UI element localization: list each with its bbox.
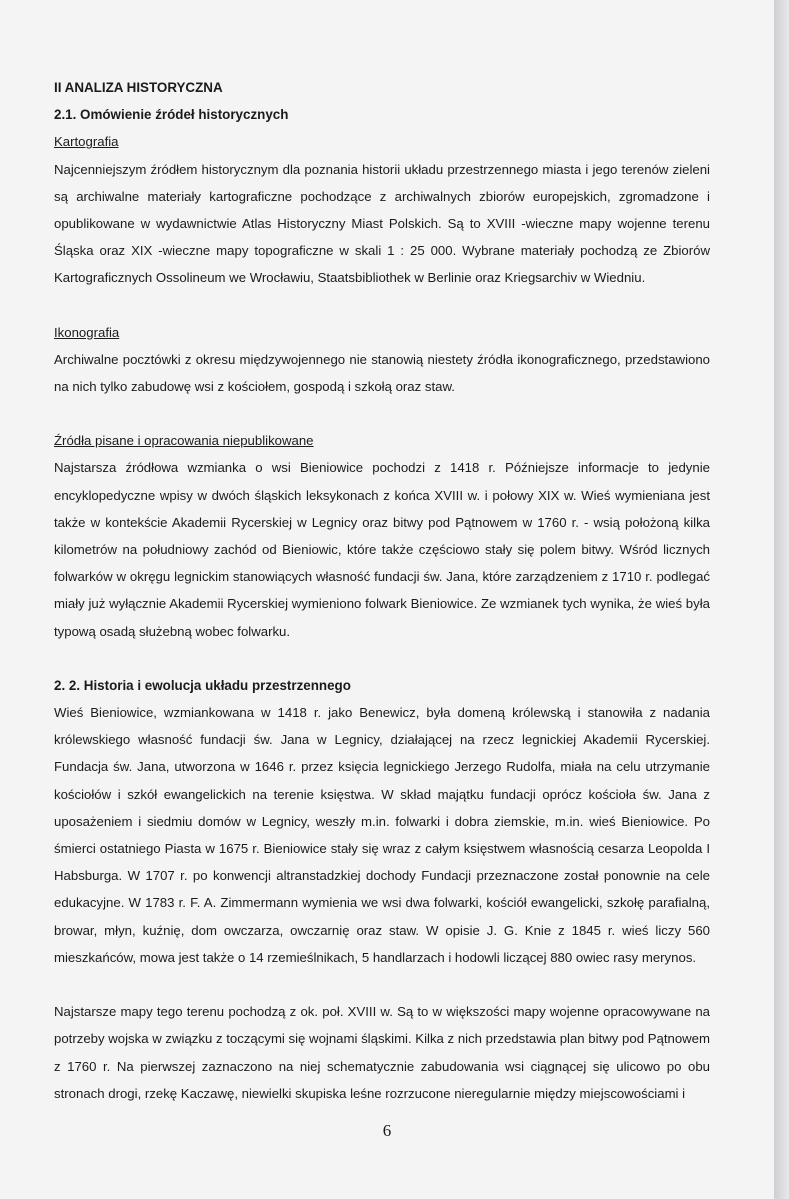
page-body: [54, 74, 710, 1107]
subsection-title-history: 2. 2. Historia i ewolucja układu przestrzennego: [54, 677, 351, 693]
paragraph-ikonografia: Archiwalne pocztówki z okresu międzywojennego nie stanowią niestety źródła ikonograficznego, przedstawiono na nich tylko zabudowę wsi z kościołem, gospodą i szkołą oraz staw.: [54, 351, 710, 395]
section-title: II ANALIZA HISTORYCZNA: [54, 80, 223, 95]
scan-edge: [774, 0, 789, 1199]
paragraph-zrodla-pisane: Najstarsza źródłowa wzmianka o wsi Bieniowice pochodzi z 1418 r. Późniejsze informacje to jedynie encyklopedyczne wpisy w dwóch śląskich leksykonach z końca XVIII w. i połowy XIX w. Wieś wymieniana jest także w kontekście Akademii Rycerskiej w Legnicy oraz bitwy pod Pątnowem w 1760 r. - wsią położoną kilka kilometrów na południowy zachód od Bieniowic, które także częściowo stały się polem bitwy. Wśród licznych folwarków w okręgu legnickim stanowiących własność fundacji św. Jana, które zarządzeniem z 1710 r. podlegać miały już wyłącznie Akademii Rycerskiej wymieniono folwark Bieniowice. Ze wzmianek tych wynika, że wieś była typową osadą służebną wobec folwarku.: [54, 460, 710, 639]
heading-ikonografia: Ikonografia: [54, 324, 120, 340]
heading-zrodla-pisane: Źródła pisane i opracowania niepublikowane: [54, 433, 314, 449]
paragraph-history-2: Najstarsze mapy tego terenu pochodzą z ok. poł. XVIII w. Są to w większości mapy wojenne opracowywane na potrzeby wojska w związku z toczącymi się wojnami śląskimi. Kilka z nich przedstawia plan bitwy pod Pątnowem z 1760 r. Na pierwszej zaznaczono na niej schematycznie zabudowania wsi ciągnącej się ulicowo po obu stronach drogi, rzekę Kaczawę, niewielki skupiska leśne rozrzucone nieregularnie między miejscowościami i: [54, 1004, 710, 1101]
page-number: 6: [382, 1121, 392, 1140]
heading-kartografia: Kartografia: [54, 134, 119, 150]
paragraph-history-1: Wieś Bieniowice, wzmiankowana w 1418 r. jako Benewicz, była domeną królewską i stanowiła z nadania królewskiego własność fundacji św. Jana w Legnicy, działającej na rzecz legnickiej Akademii Rycerskiej. Fundacja św. Jana, utworzona w 1646 r. przez księcia legnickiego Jerzego Rudolfa, miała na celu utrzymanie kościołów i szkół ewangelickich na terenie księstwa. W skład majątku fundacji oprócz kościoła św. Jana z uposażeniem i siedmiu domów w Legnicy, weszły m.in. folwarki i dobra ziemskie, m.in. wieś Bieniowice. Po śmierci ostatniego Piasta w 1675 r. Bieniowice stały się wraz z całym księstwem własnością cesarza Leopolda I Habsburga. W 1707 r. po konwencji altranstadzkiej dochody Fundacji przeznaczone został ponownie na cele edukacyjne. W 1783 r. F. A. Zimmermann wymienia we wsi dwa folwarki, kościół ewangelicki, szkołę parafialną, browar, młyn, kuźnię, dom owczarza, owczarnię oraz staw. W opisie J. G. Knie z 1845 r. wieś liczy 560 mieszkańców, mowa jest także o 14 rzemieślnikach, 5 handlarzach i hodowli liczącej 880 owiec rasy merynos.: [54, 705, 710, 965]
subsection-title-sources: 2.1. Omówienie źródeł historycznych: [54, 107, 289, 123]
paragraph-kartografia: Najcenniejszym źródłem historycznym dla poznania historii układu przestrzennego miasta i jego terenów zieleni są archiwalne materiały kartograficzne pochodzące z archiwalnych zbiorów europejskich, zgromadzone i opublikowane w wydawnictwie Atlas Historyczny Miast Polskich. Są to XVIII -wieczne mapy wojenne terenu Śląska oraz XIX -wieczne mapy topograficzne w skali 1 : 25 000. Wybrane materiały pochodzą ze Zbiorów Kartograficznych Ossolineum we Wrocławiu, Staatsbibliothek w Berlinie oraz Kriegsarchiv w Wiedniu.: [54, 161, 710, 286]
